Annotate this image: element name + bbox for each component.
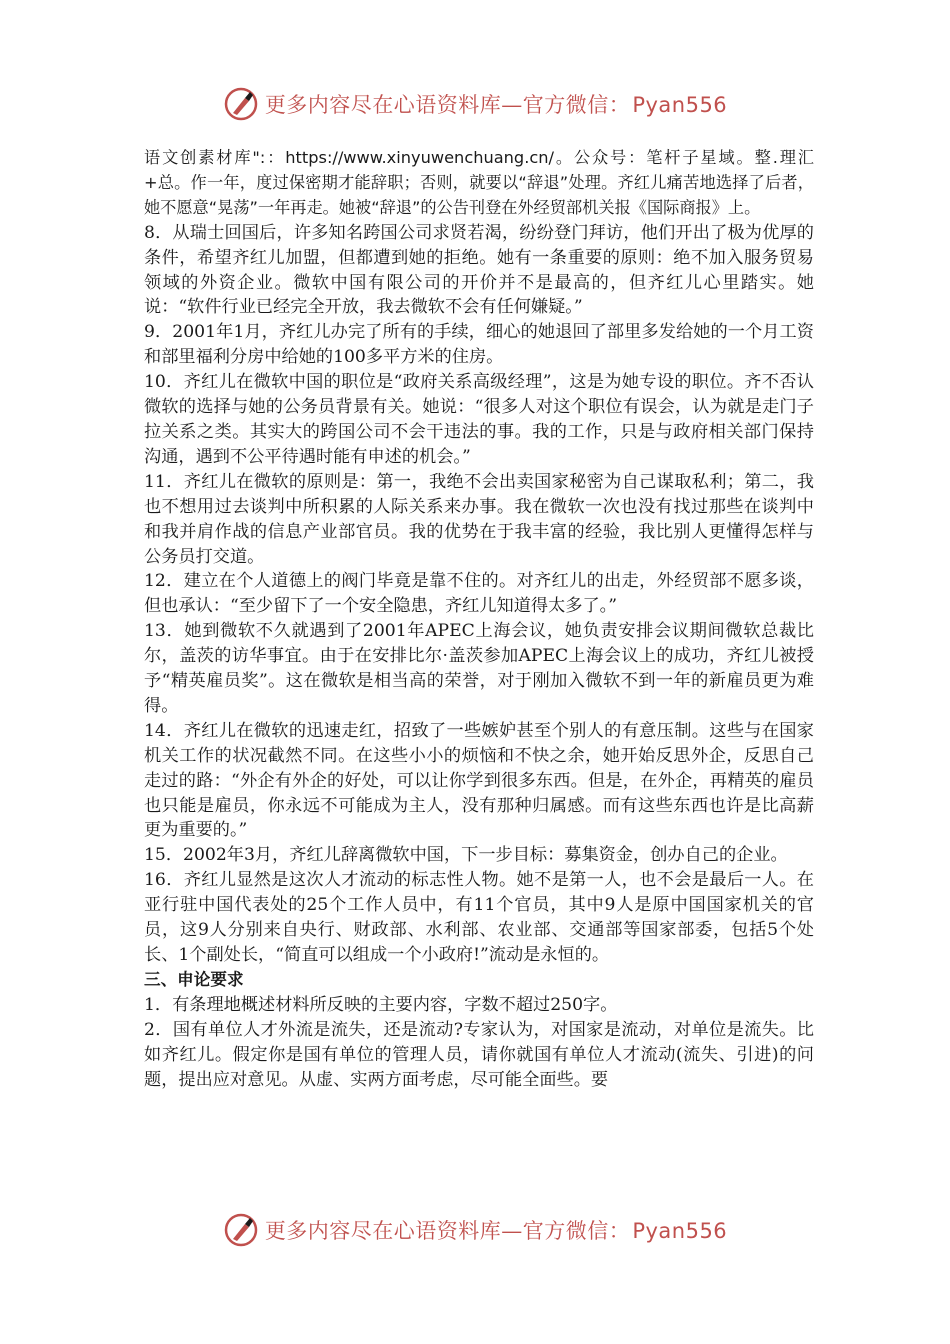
paragraph: 11．齐红儿在微软的原则是：第一，我绝不会出卖国家秘密为自己谋取私利；第二，我也不想用过去谈判中所积累的人际关系来办事。我在微软一次也没有找过那些在谈判中和我并肩作战的信息产业部官员。我的优势在于我丰富的经验，我比别人更懂得怎样与公务员打交道。: [144, 471, 814, 567]
banner-handle: Pyan556: [632, 93, 728, 117]
requirement-item: 1．有条理地概述材料所反映的主要内容，字数不超过250字。: [144, 994, 618, 1015]
pen-logo-icon: [223, 1212, 259, 1248]
paragraph: 9．2001年1月，齐红儿办完了所有的手续，细心的她退回了部里多发给她的一个月工资和部里福利分房中给她的100多平方米的住房。: [144, 322, 814, 368]
footer-banner: [0, 1208, 950, 1252]
paragraph: 12．建立在个人道德上的阀门毕竟是靠不住的。对齐红儿的出走，外经贸部不愿多谈，但也承认：“至少留下了一个安全隐患，齐红儿知道得太多了。”: [144, 571, 814, 617]
paragraph: 8．从瑞士回国后，许多知名跨国公司求贤若渴，纷纷登门拜访，他们开出了极为优厚的条件，希望齐红儿加盟，但都遭到她的拒绝。她有一条重要的原则：绝不加入服务贸易领域的外资企业。微软中国有限公司的开价并不是最高的，但齐红儿心里踏实。她说：“软件行业已经完全开放，我去微软不会有任何嫌疑。”: [144, 222, 814, 318]
requirement-item: 2．国有单位人才外流是流失，还是流动?专家认为，对国家是流动，对单位是流失。比如齐红儿。假定你是国有单位的管理人员，请你就国有单位人才流动(流失、引进)的问题，提出应对意见。从虚、实两方面考虑，尽可能全面些。要: [144, 1019, 814, 1090]
paragraph: 13．她到微软不久就遇到了2001年APEC上海会议，她负责安排会议期间微软总裁比尔，盖茨的访华事宜。由于在安排比尔·盖茨参加APEC上海会议上的成功，齐红儿被授予“精英雇员奖”。这在微软是相当高的荣誉，对于刚加入微软不到一年的新雇员更为难得。: [144, 621, 814, 716]
banner-text: 更多内容尽在心语资料库—官方微信：Pyan556: [264, 1219, 728, 1243]
document-body: [144, 146, 814, 1092]
paragraph: 16．齐红儿显然是这次人才流动的标志性人物。她不是第一人，也不会是最后一人。在亚行驻中国代表处的25个工作人员中，有11个官员，其中9人是原中国国家机关的官员，这9人分别来自央行、财政部、水利部、农业部、交通部等国家部委，包括5个处长、1个副处长，“简直可以组成一个小政府!”流动是永恒的。: [144, 870, 814, 965]
pen-logo-icon: [223, 86, 259, 122]
paragraph: 10．齐红儿在微软中国的职位是“政府关系高级经理”，这是为她专设的职位。齐不否认微软的选择与她的公务员背景有关。她说：“很多人对这个职位有误会，认为就是走门子拉关系之类。其实大的跨国公司不会干违法的事。我的工作，只是与政府相关部门保持沟通，遇到不公平待遇时能有申述的机会。”: [144, 372, 814, 467]
banner-text: 更多内容尽在心语资料库—官方微信：Pyan556: [264, 93, 728, 117]
banner-handle: Pyan556: [632, 1219, 728, 1243]
paragraph: 语文创素材库":：https://www.xinyuwenchuang.cn/。公众号：笔杆子星域。整.理汇+总。作一年，度过保密期才能辞职；否则，就要以“辞退”处理。齐红儿痛苦地选择了后者，她不愿意“晃荡”一年再走。她被“辞退”的公告刊登在外经贸部机关报《国际商报》上。: [144, 148, 814, 217]
header-banner: [0, 82, 950, 126]
paragraph: 15．2002年3月，齐红儿辞离微软中国，下一步目标：募集资金，创办自己的企业。: [144, 845, 788, 866]
section-heading: 三、申论要求: [144, 969, 244, 989]
paragraph: 14．齐红儿在微软的迅速走红，招致了一些嫉妒甚至个别人的有意压制。这些与在国家机关工作的状况截然不同。在这些小小的烦恼和不快之余，她开始反思外企，反思自己走过的路：“外企有外企的好处，可以让你学到很多东西。但是，在外企，再精英的雇员也只能是雇员，你永远不可能成为主人，没有那种归属感。而有这些东西也许是比高薪更为重要的。”: [144, 720, 814, 841]
